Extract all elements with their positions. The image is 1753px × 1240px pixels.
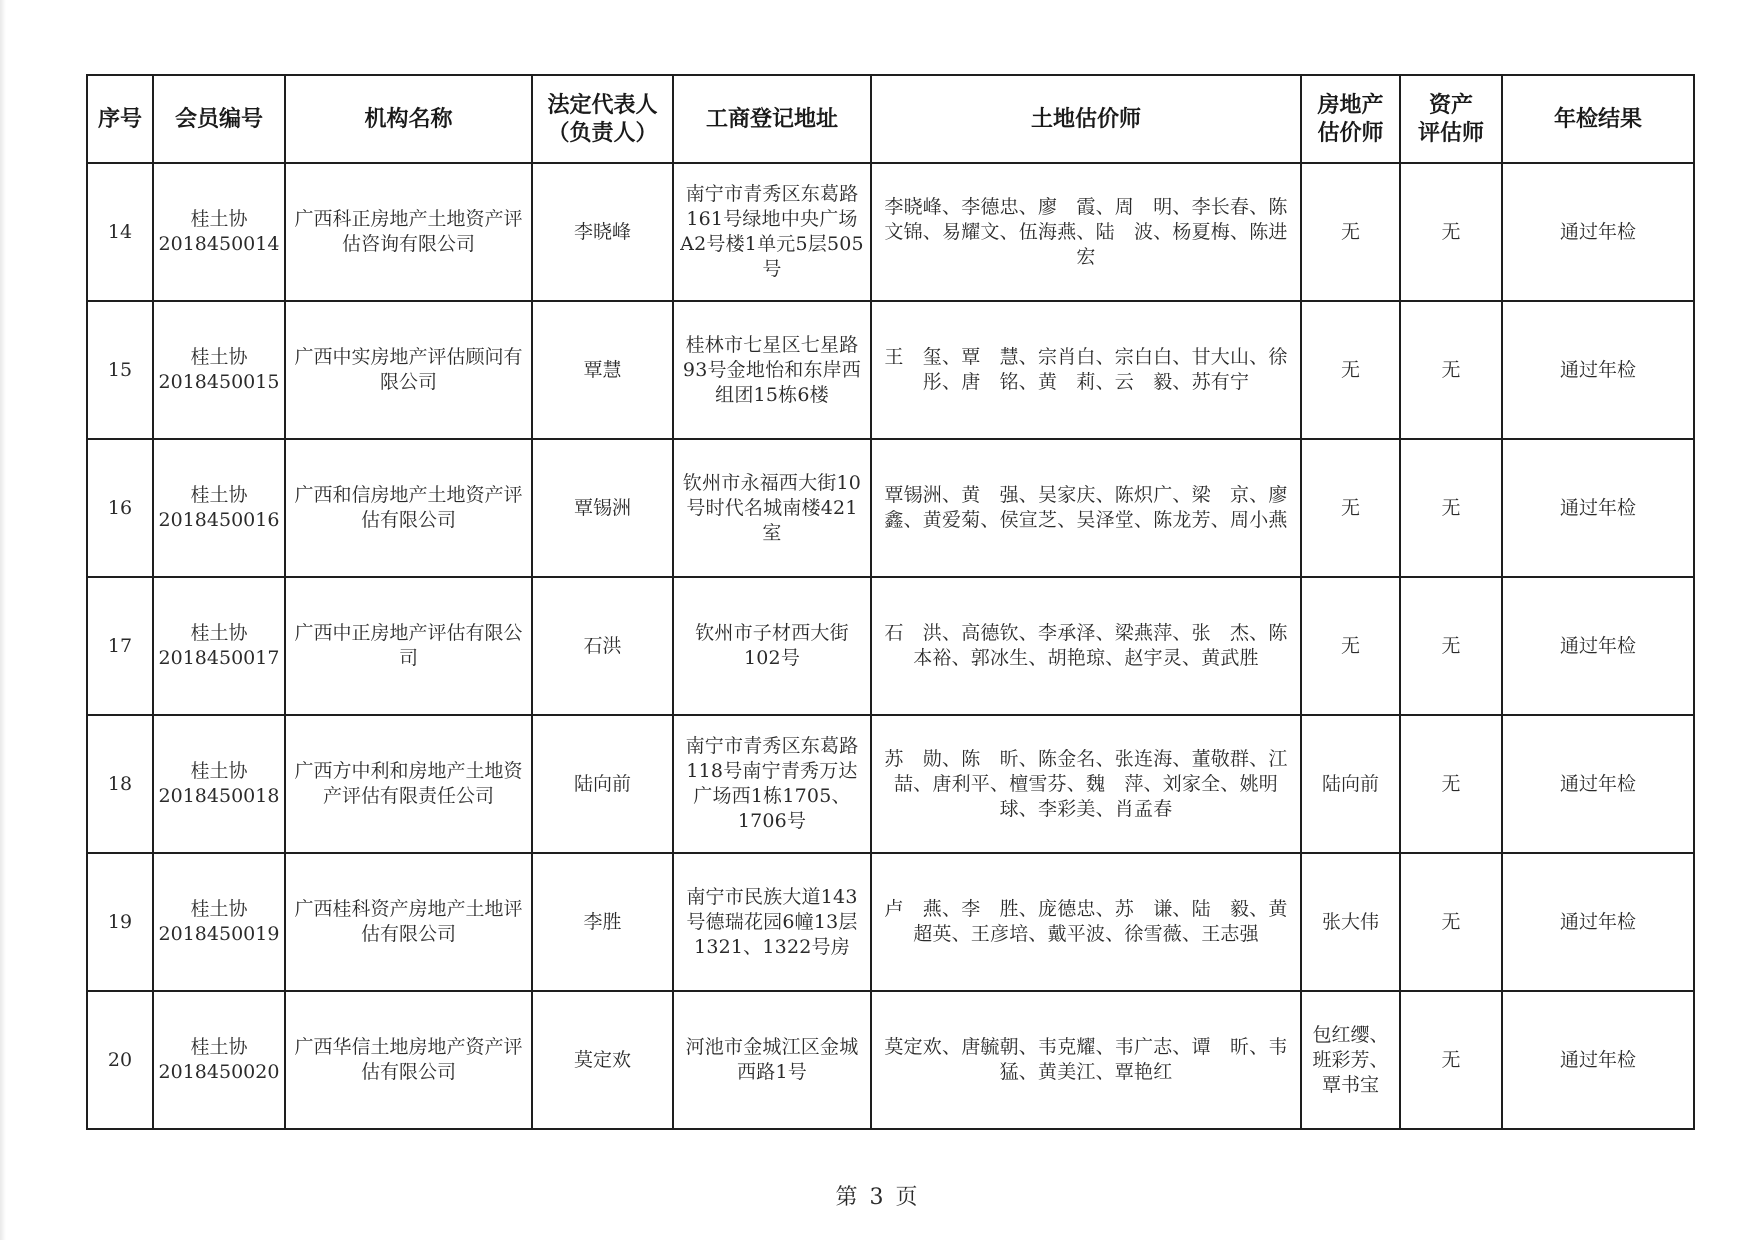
cell-real-estate-valuers: 陆向前 <box>1301 715 1400 853</box>
cell-org-name: 广西中正房地产评估有限公司 <box>285 577 532 715</box>
member-inspection-table <box>86 74 1695 1130</box>
member-number: 2018450015 <box>158 371 280 393</box>
cell-address: 南宁市青秀区东葛路118号南宁青秀万达广场西1栋1705、1706号 <box>673 715 871 853</box>
member-prefix: 桂土协 <box>190 622 248 644</box>
cell-address: 桂林市七星区七星路93号金地怡和东岸西组团15栋6楼 <box>673 301 871 439</box>
page-label-suffix: 页 <box>895 1185 918 1210</box>
cell-asset-valuers: 无 <box>1400 439 1502 577</box>
member-number: 2018450020 <box>158 1061 280 1083</box>
scan-edge-shadow <box>0 0 6 1240</box>
cell-member-no <box>153 301 285 439</box>
cell-seq: 20 <box>87 991 153 1129</box>
cell-seq: 19 <box>87 853 153 991</box>
header-seq: 序号 <box>87 75 153 163</box>
cell-legal-rep: 李晓峰 <box>532 163 673 301</box>
cell-asset-valuers: 无 <box>1400 301 1502 439</box>
cell-member-no <box>153 991 285 1129</box>
header-legal-rep-line1: 法定代表人 <box>547 92 658 118</box>
page-footer <box>0 1180 1753 1211</box>
cell-legal-rep: 李胜 <box>532 853 673 991</box>
table-row <box>87 853 1694 991</box>
cell-legal-rep: 覃慧 <box>532 301 673 439</box>
table-row <box>87 715 1694 853</box>
cell-legal-rep: 覃锡洲 <box>532 439 673 577</box>
cell-land-valuers: 覃锡洲、黄 强、吴家庆、陈炽广、梁 京、廖 鑫、黄爱菊、侯宣芝、吴泽堂、陈龙芳、周小燕 <box>871 439 1301 577</box>
header-legal-rep <box>532 75 673 163</box>
member-prefix: 桂土协 <box>190 898 248 920</box>
table-row <box>87 301 1694 439</box>
cell-address: 钦州市子材西大街102号 <box>673 577 871 715</box>
cell-org-name: 广西华信土地房地产资产评估有限公司 <box>285 991 532 1129</box>
cell-asset-valuers: 无 <box>1400 991 1502 1129</box>
member-prefix: 桂土协 <box>190 346 248 368</box>
header-legal-rep-line2: （负责人） <box>547 120 658 146</box>
cell-land-valuers: 李晓峰、李德忠、廖 霞、周 明、李长春、陈文锦、易耀文、伍海燕、陆 波、杨夏梅、陈进宏 <box>871 163 1301 301</box>
cell-land-valuers: 王 玺、覃 慧、宗肖白、宗白白、甘大山、徐 彤、唐 铭、黄 莉、云 毅、苏有宁 <box>871 301 1301 439</box>
member-number: 2018450019 <box>158 923 280 945</box>
cell-address: 钦州市永福西大街10号时代名城南楼421室 <box>673 439 871 577</box>
cell-org-name: 广西桂科资产房地产土地评估有限公司 <box>285 853 532 991</box>
cell-org-name: 广西中实房地产评估顾问有限公司 <box>285 301 532 439</box>
cell-member-no <box>153 439 285 577</box>
cell-land-valuers: 莫定欢、唐毓朝、韦克耀、韦广志、谭 昕、韦 猛、黄美江、覃艳红 <box>871 991 1301 1129</box>
cell-seq: 14 <box>87 163 153 301</box>
header-real-estate-line1: 房地产 <box>1317 92 1384 118</box>
cell-real-estate-valuers: 无 <box>1301 439 1400 577</box>
cell-real-estate-valuers: 无 <box>1301 163 1400 301</box>
table-row <box>87 991 1694 1129</box>
table-header-row <box>87 75 1694 163</box>
cell-result: 通过年检 <box>1502 991 1694 1129</box>
cell-asset-valuers: 无 <box>1400 163 1502 301</box>
header-inspection-result: 年检结果 <box>1502 75 1694 163</box>
cell-land-valuers: 石 洪、高德钦、李承泽、梁燕萍、张 杰、陈本裕、郭冰生、胡艳琼、赵宇灵、黄武胜 <box>871 577 1301 715</box>
member-prefix: 桂土协 <box>190 208 248 230</box>
cell-result: 通过年检 <box>1502 715 1694 853</box>
member-prefix: 桂土协 <box>190 1036 248 1058</box>
cell-result: 通过年检 <box>1502 163 1694 301</box>
cell-result: 通过年检 <box>1502 439 1694 577</box>
cell-asset-valuers: 无 <box>1400 715 1502 853</box>
header-member-no: 会员编号 <box>153 75 285 163</box>
header-asset-line2: 评估师 <box>1417 120 1484 146</box>
cell-org-name: 广西方中利和房地产土地资产评估有限责任公司 <box>285 715 532 853</box>
cell-result: 通过年检 <box>1502 853 1694 991</box>
cell-seq: 16 <box>87 439 153 577</box>
cell-org-name: 广西科正房地产土地资产评估咨询有限公司 <box>285 163 532 301</box>
cell-member-no <box>153 853 285 991</box>
member-number: 2018450016 <box>158 509 280 531</box>
header-real-estate-valuers <box>1301 75 1400 163</box>
member-number: 2018450014 <box>158 233 280 255</box>
cell-land-valuers: 苏 勋、陈 昕、陈金名、张连海、董敬群、江 喆、唐利平、檀雪芬、魏 萍、刘家全、姚明球、李彩美、肖孟春 <box>871 715 1301 853</box>
cell-real-estate-valuers: 无 <box>1301 301 1400 439</box>
table-row <box>87 163 1694 301</box>
table-row <box>87 439 1694 577</box>
cell-asset-valuers: 无 <box>1400 853 1502 991</box>
cell-member-no <box>153 715 285 853</box>
header-org-name: 机构名称 <box>285 75 532 163</box>
cell-legal-rep: 莫定欢 <box>532 991 673 1129</box>
member-prefix: 桂土协 <box>190 484 248 506</box>
member-prefix: 桂土协 <box>190 760 248 782</box>
cell-seq: 17 <box>87 577 153 715</box>
cell-legal-rep: 陆向前 <box>532 715 673 853</box>
header-asset-line1: 资产 <box>1428 92 1473 118</box>
cell-real-estate-valuers: 无 <box>1301 577 1400 715</box>
cell-address: 南宁市青秀区东葛路161号绿地中央广场A2号楼1单元5层505号 <box>673 163 871 301</box>
cell-org-name: 广西和信房地产土地资产评估有限公司 <box>285 439 532 577</box>
cell-seq: 15 <box>87 301 153 439</box>
cell-seq: 18 <box>87 715 153 853</box>
cell-member-no <box>153 163 285 301</box>
cell-real-estate-valuers: 包红缨、班彩芳、覃书宝 <box>1301 991 1400 1129</box>
header-land-valuers: 土地估价师 <box>871 75 1301 163</box>
cell-legal-rep: 石洪 <box>532 577 673 715</box>
member-number: 2018450018 <box>158 785 280 807</box>
header-real-estate-line2: 估价师 <box>1317 120 1384 146</box>
cell-member-no <box>153 577 285 715</box>
page-number: 3 <box>869 1185 884 1210</box>
cell-asset-valuers: 无 <box>1400 577 1502 715</box>
table-row <box>87 577 1694 715</box>
cell-result: 通过年检 <box>1502 577 1694 715</box>
cell-address: 河池市金城江区金城西路1号 <box>673 991 871 1129</box>
header-asset-valuers <box>1400 75 1502 163</box>
header-address: 工商登记地址 <box>673 75 871 163</box>
cell-real-estate-valuers: 张大伟 <box>1301 853 1400 991</box>
cell-result: 通过年检 <box>1502 301 1694 439</box>
page-label-prefix: 第 <box>835 1185 858 1210</box>
member-number: 2018450017 <box>158 647 280 669</box>
cell-address: 南宁市民族大道143号德瑞花园6幢13层1321、1322号房 <box>673 853 871 991</box>
cell-land-valuers: 卢 燕、李 胜、庞德忠、苏 谦、陆 毅、黄超英、王彦培、戴平波、徐雪薇、王志强 <box>871 853 1301 991</box>
